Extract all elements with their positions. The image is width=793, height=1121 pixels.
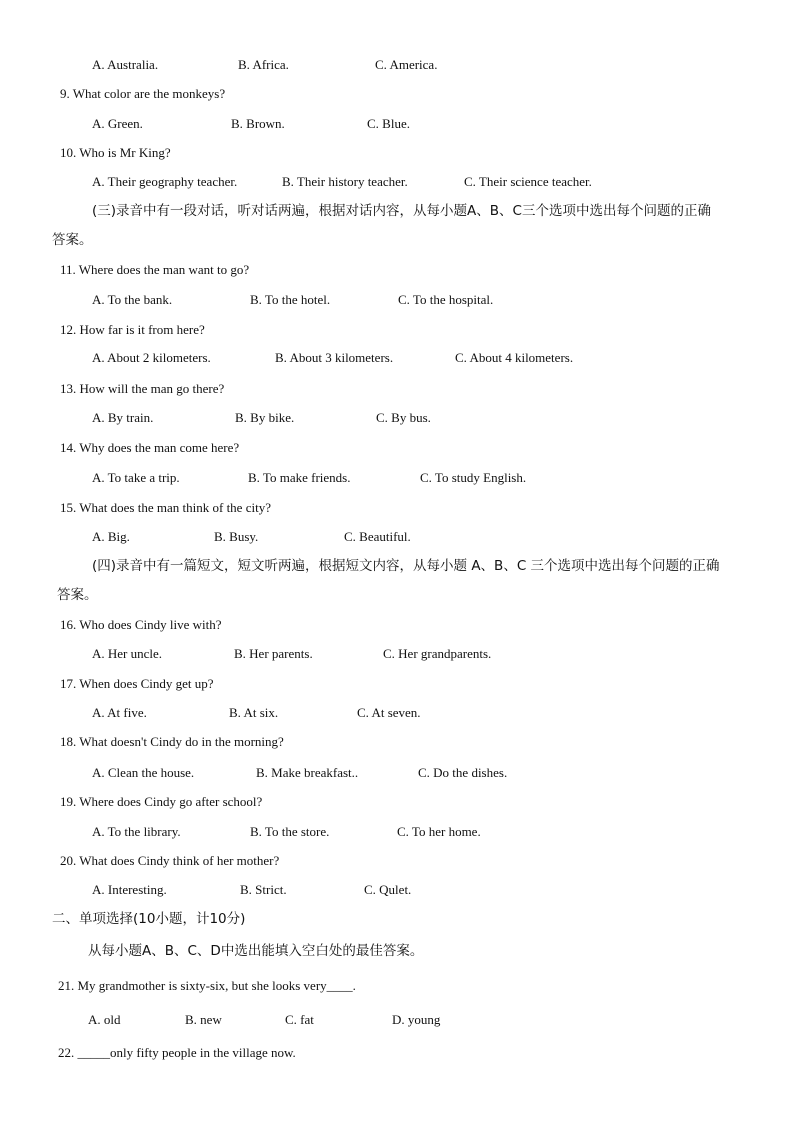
option-c: C. Beautiful. [344, 529, 411, 544]
option-b: B. Make breakfast.. [256, 765, 359, 780]
question-stem: 10. Who is Mr King? [60, 145, 171, 160]
option-c: C. By bus. [376, 410, 431, 425]
question-stem: 13. How will the man go there? [60, 381, 225, 396]
option-c: C. Her grandparents. [383, 646, 492, 661]
question-stem: 18. What doesn't Cindy do in the morning? [60, 734, 284, 749]
option-b: B. new [185, 1012, 222, 1027]
question-stem: 21. My grandmother is sixty-six, but she looks very____. [58, 978, 356, 993]
option-a: A. To take a trip. [92, 470, 180, 485]
q8-option-a: A. Australia. [92, 57, 159, 72]
option-c: C. Blue. [367, 116, 410, 131]
option-a: A. About 2 kilometers. [92, 350, 211, 365]
option-b: B. Busy. [214, 529, 259, 544]
question-stem: 9. What color are the monkeys? [60, 86, 226, 101]
option-c: C. Do the dishes. [418, 765, 508, 780]
option-c: C. Their science teacher. [464, 174, 592, 189]
option-c: C. To her home. [397, 824, 481, 839]
option-a: A. old [88, 1012, 121, 1027]
question-stem: 14. Why does the man come here? [60, 440, 240, 455]
question-stem: 22. _____only fifty people in the village now. [58, 1045, 296, 1060]
section4-instruction-cont: 答案。 [57, 587, 98, 603]
option-b: B. To the store. [250, 824, 330, 839]
option-b: B. About 3 kilometers. [275, 350, 394, 365]
option-c: C. fat [285, 1012, 314, 1027]
option-d: D. young [392, 1012, 441, 1027]
option-a: A. Clean the house. [92, 765, 195, 780]
option-a: A. Interesting. [92, 882, 167, 897]
option-a: A. Big. [92, 529, 130, 544]
option-c: C. To study English. [420, 470, 527, 485]
question-stem: 15. What does the man think of the city? [60, 500, 271, 515]
question-stem: 12. How far is it from here? [60, 322, 205, 337]
option-b: B. At six. [229, 705, 279, 720]
option-b: B. Their history teacher. [282, 174, 408, 189]
option-a: A. Green. [92, 116, 143, 131]
option-b: B. Her parents. [234, 646, 313, 661]
option-a: A. To the bank. [92, 292, 173, 307]
question-stem: 11. Where does the man want to go? [60, 262, 250, 277]
option-a: A. To the library. [92, 824, 181, 839]
option-c: C. To the hospital. [398, 292, 494, 307]
option-b: B. Brown. [231, 116, 285, 131]
q8-option-b: B. Africa. [238, 57, 289, 72]
option-a: A. At five. [92, 705, 147, 720]
question-stem: 16. Who does Cindy live with? [60, 617, 222, 632]
question-stem: 19. Where does Cindy go after school? [60, 794, 263, 809]
section3-instruction-cont: 答案。 [52, 232, 93, 248]
option-c: C. About 4 kilometers. [455, 350, 574, 365]
option-b: B. By bike. [235, 410, 295, 425]
part2-heading: 二、单项选择(10小题，计10分) [52, 911, 246, 927]
section3-instruction: (三)录音中有一段对话，听对话两遍，根据对话内容，从每小题A、B、C三个选项中选出每个问题的正确 [92, 203, 711, 219]
question-stem: 20. What does Cindy think of her mother? [60, 853, 280, 868]
question-stem: 17. When does Cindy get up? [60, 676, 214, 691]
part2-instruction: 从每小题A、B、C、D中选出能填入空白处的最佳答案。 [88, 943, 424, 959]
q8-option-c: C. America. [375, 57, 438, 72]
option-a: A. By train. [92, 410, 154, 425]
section4-instruction: (四)录音中有一篇短文，短文听两遍，根据短文内容，从每小题 A、B、C 三个选项中选出每个问题的正确 [92, 558, 720, 574]
option-b: B. To the hotel. [250, 292, 331, 307]
option-b: B. Strict. [240, 882, 287, 897]
option-b: B. To make friends. [248, 470, 351, 485]
option-c: C. At seven. [357, 705, 421, 720]
option-a: A. Their geography teacher. [92, 174, 238, 189]
option-a: A. Her uncle. [92, 646, 163, 661]
option-c: C. Qulet. [364, 882, 412, 897]
